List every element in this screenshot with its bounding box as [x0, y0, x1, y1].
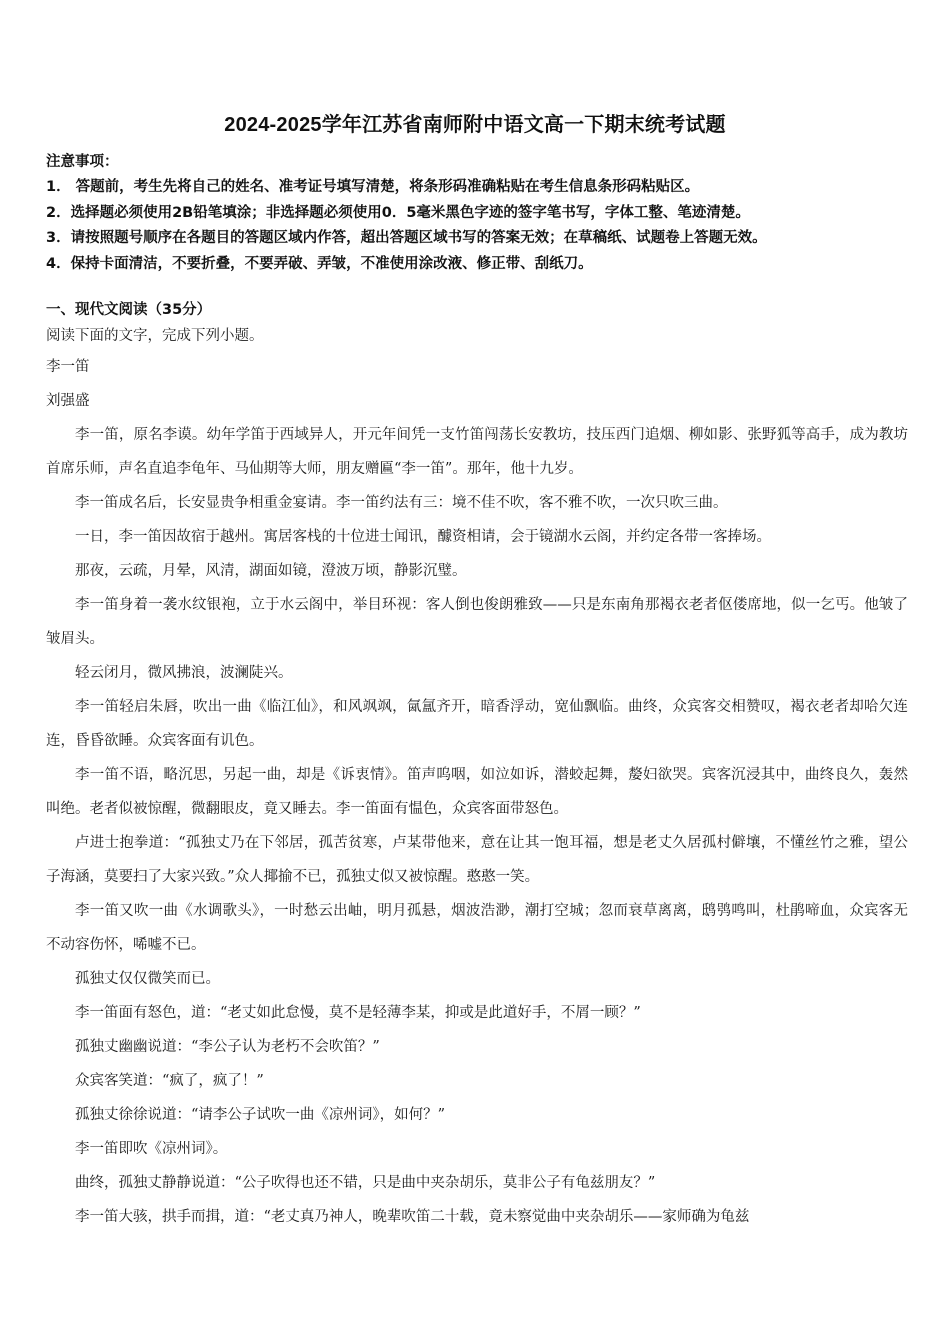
notice-item: 1． 答题前，考生先将自己的姓名、准考证号填写清楚，将条形码准确粘贴在考生信息条形码粘贴区。 — [46, 179, 700, 195]
paragraph: 李一笛，原名李谟。幼年学笛于西域异人，开元年间凭一支竹笛闯荡长安教坊，技压西门追烟、柳如影、张野狐等高手，成为教坊首席乐师，声名直追李龟年、马仙期等大师，朋友赠匾“李一笛”。那年，他十九岁。 — [46, 427, 908, 477]
paragraph: 轻云闭月，微风拂浪，波澜陡兴。 — [75, 665, 293, 681]
notice-item: 4．保持卡面清洁，不要折叠，不要弄破、弄皱，不准使用涂改液、修正带、刮纸刀。 — [46, 255, 593, 272]
paragraph: 李一笛面有怒色，道：“老丈如此怠慢，莫不是轻薄李某，抑或是此道好手，不屑一顾？” — [75, 1005, 641, 1021]
notice-block — [46, 150, 916, 277]
paragraph: 卢进士抱拳道：“孤独丈乃在下邻居，孤苦贫寒，卢某带他来，意在让其一饱耳福，想是老丈久居孤村僻壤，不懂丝竹之雅，望公子海涵，莫要扫了大家兴致。”众人揶揄不已，孤独丈似又被惊醒。憨憨一笑。 — [46, 835, 908, 885]
paragraph: 那夜，云疏，月晕，风清，湖面如镜，澄波万顷，静影沉璧。 — [75, 563, 467, 579]
paragraph: 李一笛身着一袭水纹银袍，立于水云阁中，举目环视：客人倒也俊朗雅致——只是东南角那褐衣老者伛偻席地，似一乞丐。他皱了皱眉头。 — [46, 597, 908, 647]
paragraph: 孤独丈幽幽说道：“李公子认为老朽不会吹笛？” — [75, 1039, 380, 1055]
paragraph: 李一笛大骇，拱手而揖，道：“老丈真乃神人，晚辈吹笛二十载，竟未察觉曲中夹杂胡乐——家师确为龟兹 — [75, 1209, 750, 1225]
notice-item: 3．请按照题号顺序在各题目的答题区域内作答，超出答题区域书写的答案无效；在草稿纸、试题卷上答题无效。 — [46, 230, 767, 246]
reading-instruction: 阅读下面的文字，完成下列小题。 — [46, 328, 264, 344]
page-title: 2024-2025学年江苏省南师附中语文高一下期末统考试题 — [224, 114, 726, 136]
paragraph: 曲终，孤独丈静静说道：“公子吹得也还不错，只是曲中夹杂胡乐，莫非公子有龟兹朋友？” — [75, 1175, 656, 1191]
notice-heading: 注意事项： — [46, 154, 119, 170]
notice-item: 2．选择题必须使用2B铅笔填涂；非选择题必须使用0．5毫米黑色字迹的签字笔书写，字体工整、笔迹清楚。 — [46, 204, 750, 221]
paragraph: 李一笛轻启朱唇，吹出一曲《临江仙》，和风飒飒，氤氲齐开，暗香浮动，宽仙飘临。曲终，众宾客交相赞叹，褐衣老者却哈欠连连，昏昏欲睡。众宾客面有讥色。 — [46, 699, 908, 749]
paragraph: 李一笛成名后，长安显贵争相重金宴请。李一笛约法有三：境不佳不吹，客不雅不吹，一次只吹三曲。 — [75, 495, 728, 511]
story-author: 刘强盛 — [46, 393, 90, 409]
reading-passage — [46, 322, 908, 1234]
paragraph: 李一笛又吹一曲《水调歌头》，一时愁云出岫，明月孤悬，烟波浩渺，潮打空城；忽而衰草离离，鸱鸮鸣叫，杜鹃啼血，众宾客无不动容伤怀，唏嘘不已。 — [46, 903, 908, 953]
paragraph: 众宾客笑道：“疯了，疯了！” — [75, 1073, 264, 1089]
paragraph: 一日，李一笛因故宿于越州。寓居客栈的十位进士闻讯，醵资相请，会于镜湖水云阁，并约定各带一客捧场。 — [75, 529, 771, 545]
paragraph: 李一笛不语，略沉思，另起一曲，却是《诉衷情》。笛声呜咽，如泣如诉，潜蛟起舞，嫠妇欲哭。宾客沉浸其中，曲终良久，轰然叫绝。老者似被惊醒，微翻眼皮，竟又睡去。李一笛面有愠色，众宾客面带怒色。 — [46, 767, 908, 817]
paragraph: 李一笛即吹《凉州词》。 — [75, 1141, 228, 1157]
story-title: 李一笛 — [46, 359, 90, 375]
section-heading: 一、现代文阅读（35分） — [46, 302, 212, 318]
paragraph: 孤独丈徐徐说道：“请李公子试吹一曲《凉州词》，如何？” — [75, 1107, 446, 1123]
paragraph: 孤独丈仅仅微笑而已。 — [75, 971, 220, 987]
